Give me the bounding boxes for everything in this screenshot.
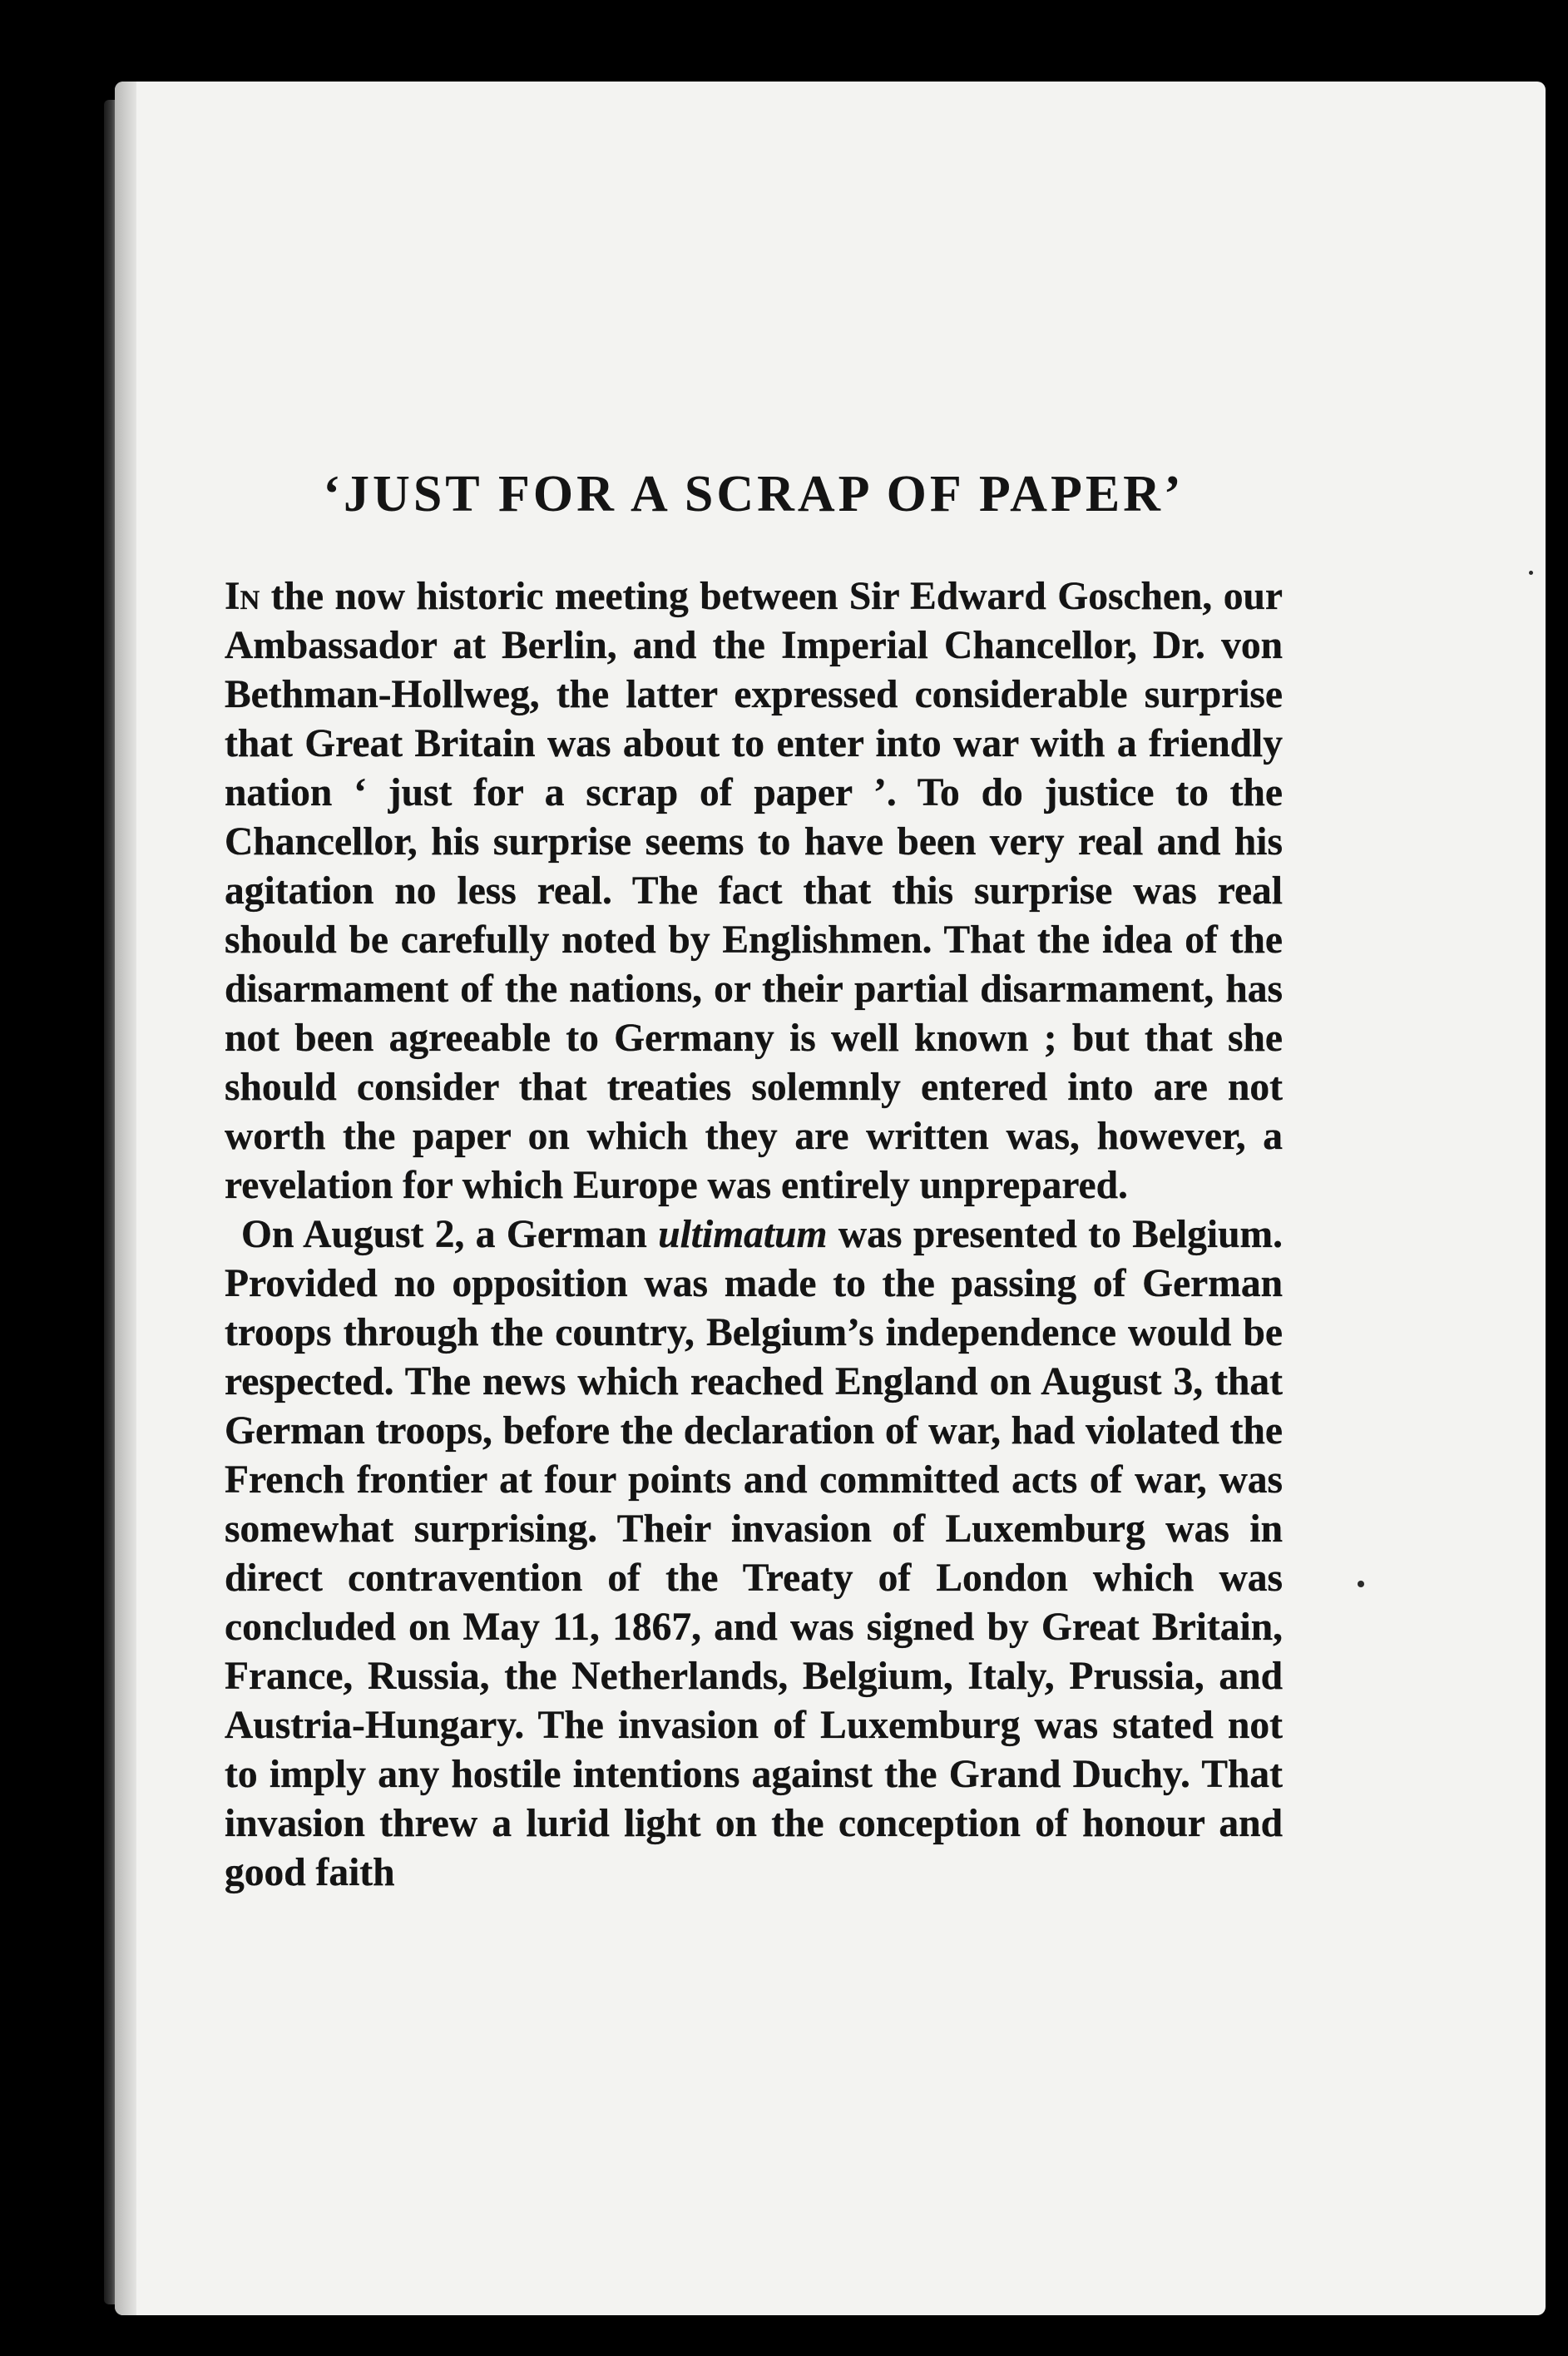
page-content xyxy=(225,466,1283,1898)
paragraph-1 xyxy=(225,572,1283,1210)
paragraph-2 xyxy=(225,1210,1283,1898)
paragraph-2-text-start: On August 2, a German xyxy=(241,1213,659,1257)
speck-mark xyxy=(1529,571,1533,575)
drop-lead-word: In xyxy=(225,575,260,619)
paragraph-2-text-end: was presented to Belgium. Provided no opposition was made to the passing of German troops through the country, Belgium’s independence would be respected. The news which reached England on August 3, that German troops, before the declaration of war, had violated the French frontier at four points and committed acts of war, was somewhat surprising. Their invasion of Luxemburg was in direct contravention of the Treaty of London which was concluded on May 11, 1867, and was signed by Great Britain, France, Russia, the Netherlands, Belgium, Italy, Prussia, and Austria-Hungary. The invasion of Luxemburg was stated not to imply any hostile intentions against the Grand Duchy. That invasion threw a lurid light on the conception of honour and good faith xyxy=(225,1213,1283,1895)
page-gutter-shadow xyxy=(115,82,136,2315)
italic-term: ultimatum xyxy=(658,1213,828,1257)
paragraph-1-text: the now historic meeting between Sir Edward Goschen, our Ambassador at Berlin, and the Imperial Chancellor, Dr. von Bethman-Hollweg, the latter expressed considerable surprise that Great Britain was about to enter into war with a friendly nation ‘ just for a scrap of paper ’. To do justice to the Chancellor, his surprise seems to have been very real and his agitation no less real. The fact that this surprise was real should be carefully noted by Englishmen. That the idea of the disarmament of the nations, or their partial disarmament, has not been agreeable to Germany is well known ; but that she should consider that treaties solemnly entered into are not worth the paper on which they are written was, however, a revelation for which Europe was entirely unprepared. xyxy=(225,575,1283,1208)
chapter-title: ‘JUST FOR A SCRAP OF PAPER’ xyxy=(323,466,1185,522)
speck-mark xyxy=(1358,1581,1364,1587)
